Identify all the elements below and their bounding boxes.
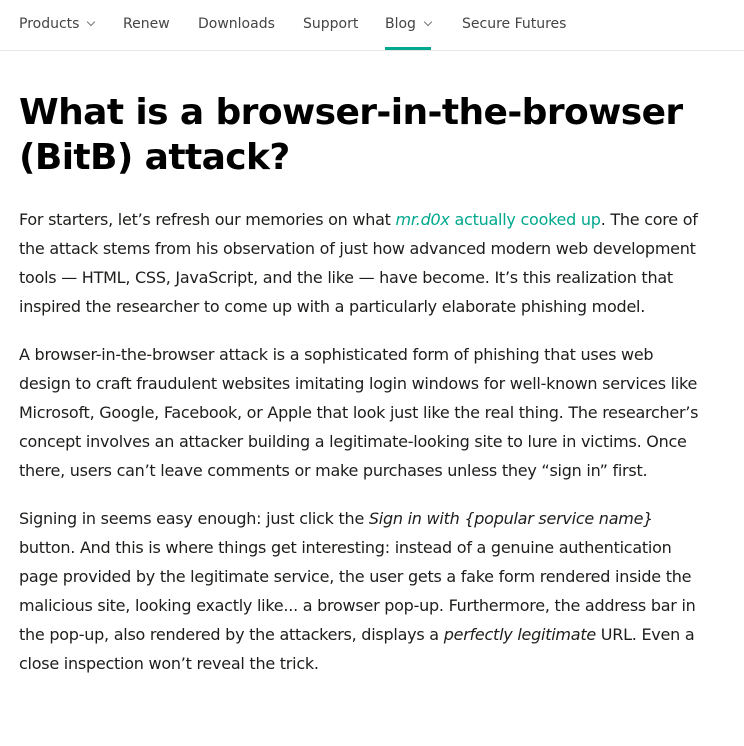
nav-secure-futures-label: Secure Futures	[462, 16, 567, 32]
nav-downloads-label: Downloads	[198, 16, 275, 32]
paragraph-3	[19, 504, 709, 678]
nav-secure-futures[interactable]	[462, 0, 566, 50]
chevron-down-icon	[424, 18, 432, 26]
nav-support[interactable]	[303, 0, 358, 50]
nav-support-label: Support	[303, 16, 359, 32]
paragraph-1-text-start: For starters, let’s refresh our memories on what	[19, 210, 396, 229]
paragraph-2: A browser-in-the-browser attack is a sophisticated form of phishing that uses web design to craft fraudulent websites imitating login windows for well-known services like Microsoft, Google, Facebook, or Apple that look just like the real thing. The researcher’s concept involves an attacker building a legitimate-looking site to lure in victims. Once there, users can’t leave comments or make purchases unless they “sign in” first.	[19, 345, 699, 480]
nav-renew-label: Renew	[123, 16, 170, 32]
paragraph-1-text-end: . The core of the attack stems from his observation of just how advanced modern web development tools — HTML, CSS, JavaScript, and the like — have become. It’s this realization that inspired the researcher to come up with a particularly elaborate phishing model.	[19, 210, 698, 316]
sign-in-with-phrase: Sign in with {popular service name}	[368, 509, 654, 528]
nav-products-label: Products	[19, 16, 80, 32]
mrd0x-link-name: mr.d0x	[395, 210, 450, 229]
top-navigation	[0, 0, 744, 51]
paragraph-3-text-middle: button. And this is where things get interesting: instead of a genuine authentication page provided by the legitimate service, the user gets a fake form rendered inside the malicious site, looking exactly like... a browser pop-up. Furthermore, the address bar in the pop-up, also rendered by the attackers, displays a	[19, 538, 696, 644]
nav-blog[interactable]	[385, 0, 431, 50]
paragraph-3-text-end: URL. Even a close inspection won’t reveal the trick.	[19, 625, 695, 673]
mrd0x-link-text: actually cooked up	[449, 210, 601, 229]
nav-renew[interactable]	[123, 0, 170, 50]
chevron-down-icon	[87, 18, 95, 26]
nav-blog-label: Blog	[385, 16, 416, 32]
nav-downloads[interactable]	[198, 0, 275, 50]
nav-products[interactable]	[19, 0, 94, 50]
paragraph-3-text-start: Signing in seems easy enough: just click the	[19, 509, 369, 528]
paragraph-1	[19, 205, 709, 321]
article-body	[19, 90, 709, 678]
mrd0x-link[interactable]	[396, 210, 601, 229]
perfectly-legitimate-phrase: perfectly legitimate	[443, 625, 596, 644]
article-title: What is a browser-in-the-browser (BitB) attack?	[19, 92, 683, 178]
